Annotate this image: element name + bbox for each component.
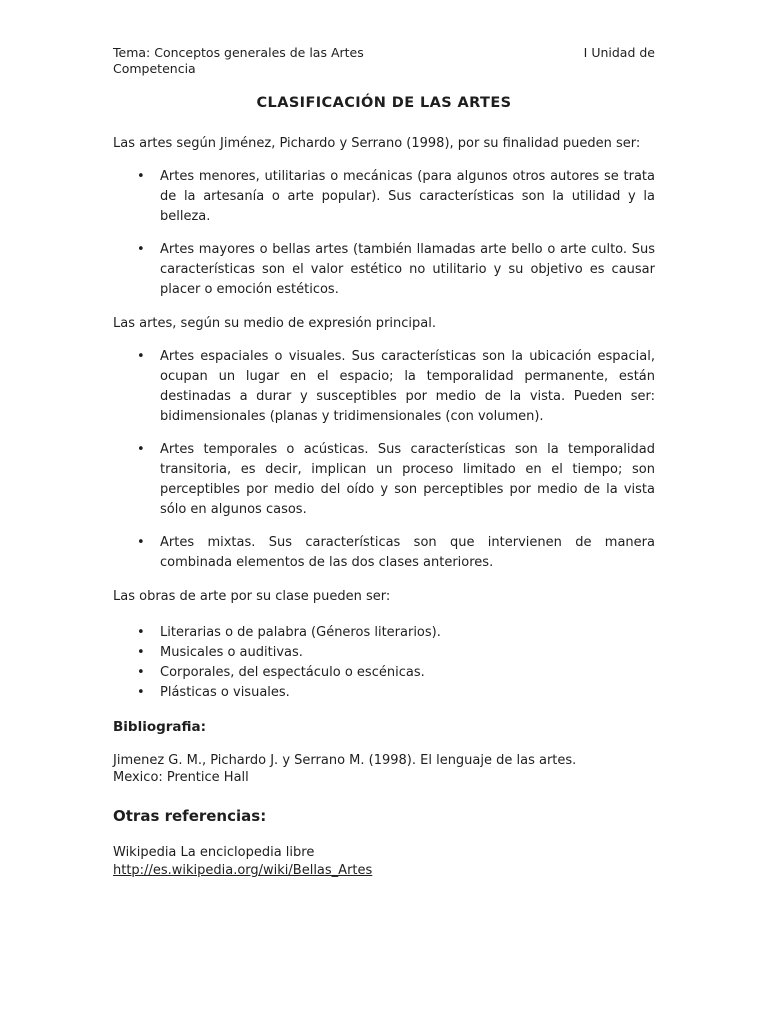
document-header bbox=[113, 45, 655, 77]
header-line-2: Competencia bbox=[113, 61, 196, 76]
bullet-list-finalidad bbox=[113, 167, 655, 300]
otras-referencias-heading: Otras referencias: bbox=[113, 807, 267, 825]
bullet-item-corporales: • Corporales, del espectáculo o escénicas. bbox=[113, 663, 655, 683]
bullet-item-artes-mixtas: • Artes mixtas. Sus características son que intervienen de manera combinada elementos de las dos clases anteriores. bbox=[113, 533, 655, 573]
wikipedia-reference bbox=[113, 844, 655, 880]
header-line-1 bbox=[113, 45, 655, 61]
intro-clase: Las obras de arte por su clase pueden ser: bbox=[113, 589, 391, 604]
wikipedia-reference-label: Wikipedia La enciclopedia libre bbox=[113, 845, 315, 860]
bullet-item-literarias: • Literarias o de palabra (Géneros literarios). bbox=[113, 623, 655, 643]
bullet-list-medio bbox=[113, 347, 655, 573]
intro-medio-expresion: Las artes, según su medio de expresión principal. bbox=[113, 316, 436, 331]
bullet-item-musicales: • Musicales o auditivas. bbox=[113, 643, 655, 663]
document-title: CLASIFICACIÓN DE LAS ARTES bbox=[256, 95, 512, 111]
bibliografia-reference bbox=[113, 752, 655, 786]
bullet-item-artes-menores: • Artes menores, utilitarias o mecánicas (para algunos otros autores se trata de la artesanía o arte popular). Sus características son la utilidad y la belleza. bbox=[113, 167, 655, 227]
bibliografia-reference-line-2: Mexico: Prentice Hall bbox=[113, 770, 249, 785]
bullet-list-clase bbox=[113, 623, 655, 703]
bullet-item-plasticas: • Plásticas o visuales. bbox=[113, 683, 655, 703]
bullet-item-artes-temporales: • Artes temporales o acústicas. Sus características son la temporalidad transitoria, es decir, implican un proceso limitado en el tiempo; son perceptibles por medio del oído y son perceptibles por medio de la vista sólo en algunos casos. bbox=[113, 440, 655, 520]
wikipedia-link[interactable]: http://es.wikipedia.org/wiki/Bellas_Artes bbox=[113, 863, 373, 878]
bullet-item-artes-espaciales: • Artes espaciales o visuales. Sus características son la ubicación espacial, ocupan un lugar en el espacio; la temporalidad permanente, están destinadas a durar y susceptibles por medio de la vista. Pueden ser: bidimensionales (planas y tridimensionales (con volumen). bbox=[113, 347, 655, 427]
bibliografia-reference-line-1: Jimenez G. M., Pichardo J. y Serrano M. (1998). El lenguaje de las artes. bbox=[113, 753, 577, 768]
intro-finalidad: Las artes según Jiménez, Pichardo y Serrano (1998), por su finalidad pueden ser: bbox=[113, 136, 641, 151]
header-topic-text: Tema: Conceptos generales de las Artes bbox=[113, 45, 364, 60]
header-unit-text: I Unidad de bbox=[583, 45, 655, 60]
bibliografia-heading: Bibliografia: bbox=[113, 719, 207, 735]
bullet-item-artes-mayores: • Artes mayores o bellas artes (también llamadas arte bello o arte culto. Sus características son el valor estético no utilitario y su objetivo es causar placer o emoción estéticos. bbox=[113, 240, 655, 300]
